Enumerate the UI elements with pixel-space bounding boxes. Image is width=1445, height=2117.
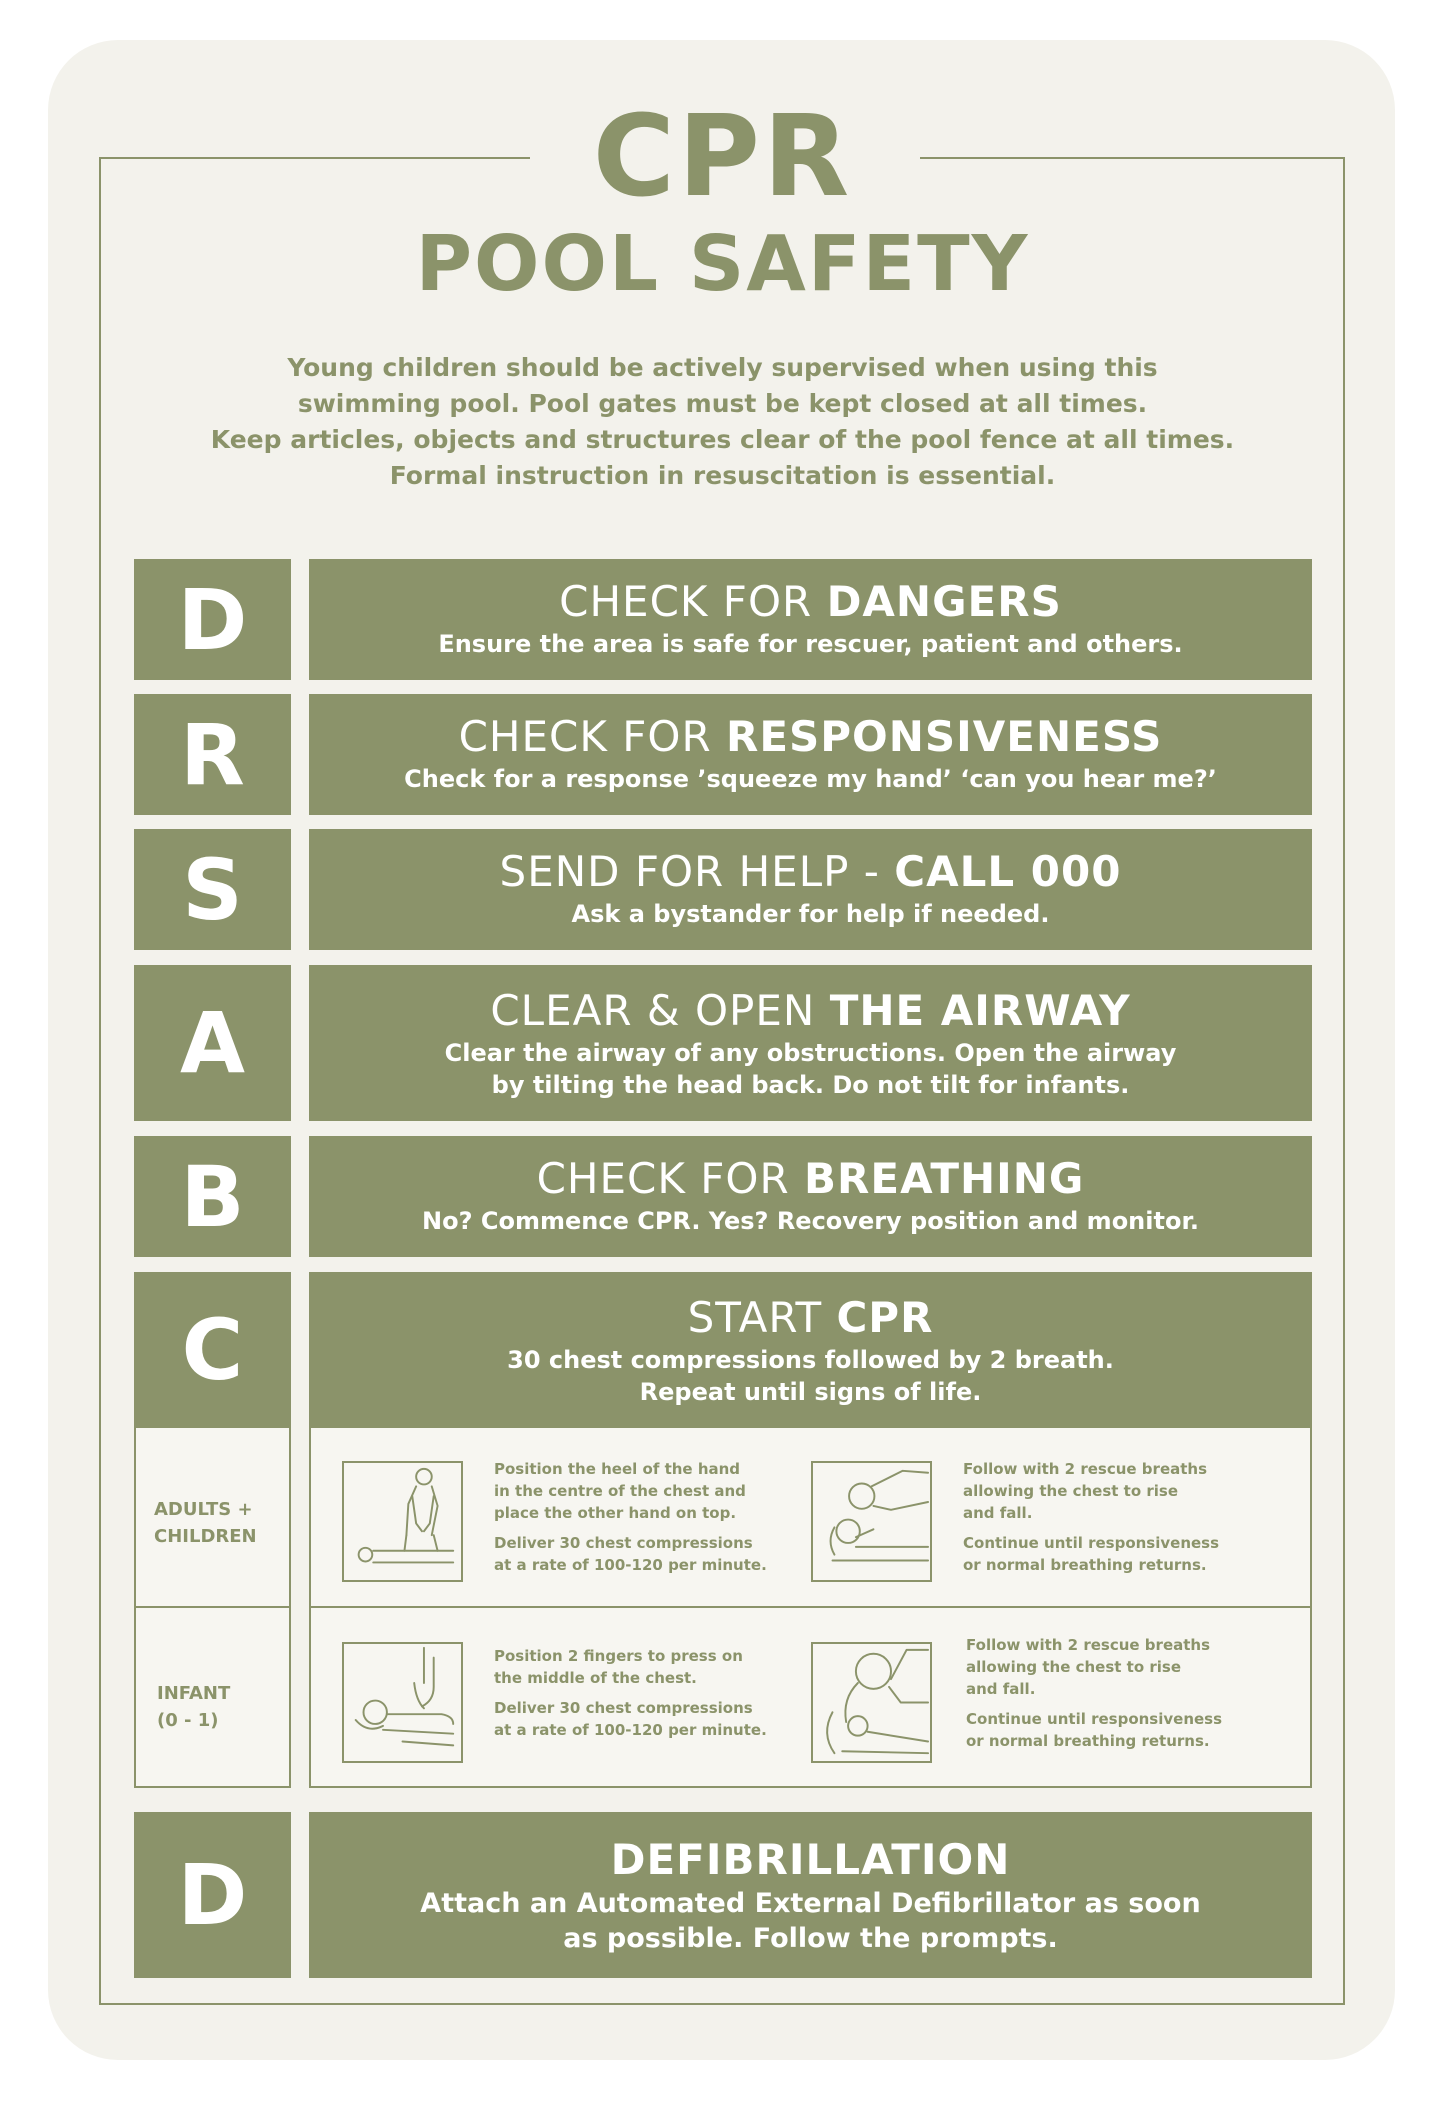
- infant-rescue-breath-icon: [811, 1642, 932, 1763]
- step-title: CHECK FOR RESPONSIVENESS: [458, 712, 1163, 761]
- step-letter-c: C: [134, 1272, 291, 1428]
- step-title: START CPR: [687, 1293, 934, 1342]
- adult-compression-instructions: Position the heel of the hand in the centre of the chest and place the other hand on top. Deliver 30 chest compressions at a rate of 100-120 per minute.: [494, 1460, 767, 1574]
- intro-line: Young children should be actively supervised when using this: [287, 353, 1158, 382]
- page-title: CPR: [592, 92, 853, 222]
- infant-breath-instructions: Follow with 2 rescue breaths allowing the chest to rise and fall. Continue until responsiveness or normal breathing returns.: [966, 1636, 1223, 1750]
- step-dangers: [309, 559, 1312, 680]
- step-title: CHECK FOR DANGERS: [559, 577, 1062, 626]
- intro-line: Keep articles, objects and structures clear of the pool fence at all times.: [210, 425, 1235, 454]
- step-letter-d: D: [134, 559, 291, 680]
- step-description: as possible. Follow the prompts.: [563, 1923, 1058, 1954]
- step-defibrillation: [309, 1812, 1312, 1978]
- step-description: Attach an Automated External Defibrillator as soon: [420, 1888, 1201, 1919]
- step-description: by tilting the head back. Do not tilt for infants.: [491, 1071, 1130, 1099]
- adult-rescue-breath-icon: [811, 1461, 932, 1582]
- intro-line: swimming pool. Pool gates must be kept closed at all times.: [297, 389, 1148, 418]
- step-description: No? Commence CPR. Yes? Recovery position and monitor.: [422, 1207, 1199, 1235]
- step-letter-s: S: [134, 829, 291, 950]
- step-description: Ask a bystander for help if needed.: [571, 900, 1050, 928]
- adult-breath-instructions: Follow with 2 rescue breaths allowing the chest to rise and fall. Continue until responsiveness or normal breathing returns.: [963, 1460, 1220, 1574]
- step-description: Repeat until signs of life.: [639, 1378, 982, 1406]
- step-letter-b: B: [134, 1136, 291, 1257]
- step-start-cpr: [309, 1272, 1312, 1428]
- age-label-adults: ADULTS + CHILDREN: [154, 1499, 257, 1547]
- step-letter-a: A: [134, 965, 291, 1121]
- infant-compression-instructions: Position 2 fingers to press on the middle of the chest. Deliver 30 chest compressions at a rate of 100-120 per minute.: [494, 1647, 767, 1739]
- step-send-for-help: [309, 829, 1312, 950]
- step-letter-d-defib: D: [134, 1812, 291, 1978]
- adult-chest-compression-icon: [342, 1461, 463, 1582]
- step-title: CHECK FOR BREATHING: [536, 1154, 1085, 1203]
- step-description: Clear the airway of any obstructions. Open the airway: [444, 1039, 1177, 1067]
- intro-line: Formal instruction in resuscitation is essential.: [389, 461, 1056, 490]
- page-subtitle: POOL SAFETY: [415, 220, 1030, 309]
- step-title: CLEAR & OPEN THE AIRWAY: [490, 986, 1131, 1035]
- step-breathing: [309, 1136, 1312, 1257]
- step-airway: [309, 965, 1312, 1121]
- step-description: 30 chest compressions followed by 2 breath.: [507, 1346, 1114, 1374]
- age-label-infant: INFANT (0 - 1): [157, 1683, 231, 1731]
- infant-chest-compression-icon: [342, 1642, 463, 1763]
- step-responsiveness: [309, 694, 1312, 815]
- step-description: Ensure the area is safe for rescuer, patient and others.: [438, 630, 1183, 658]
- step-letter-r: R: [134, 694, 291, 815]
- step-title: SEND FOR HELP - CALL 000: [499, 847, 1122, 896]
- intro-text: [200, 350, 1245, 494]
- step-description: Check for a response ’squeeze my hand’ ‘can you hear me?’: [404, 765, 1217, 793]
- step-title: DEFIBRILLATION: [610, 1835, 1011, 1884]
